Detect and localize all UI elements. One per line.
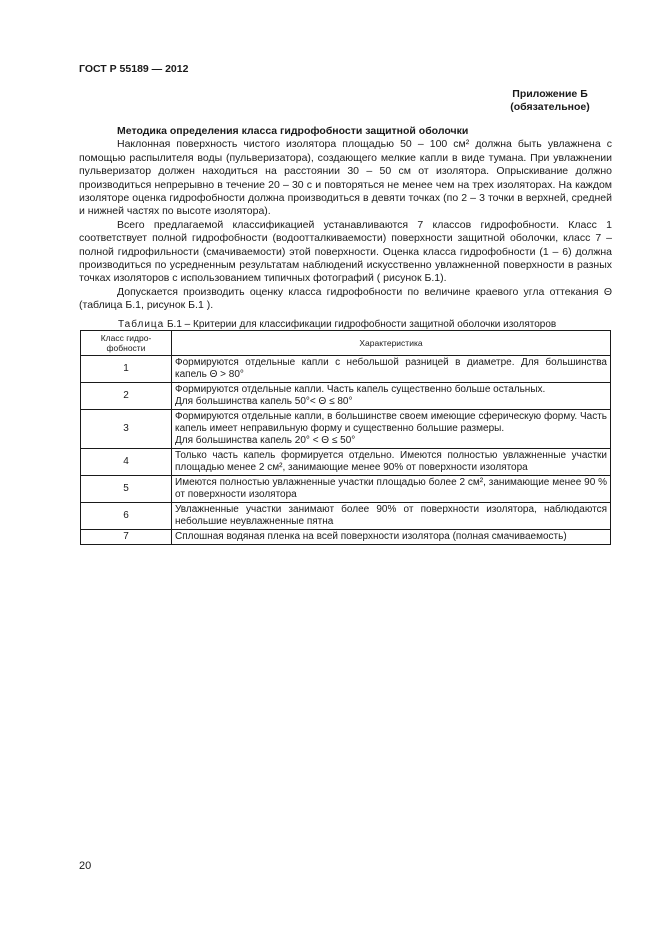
row-class: 1	[81, 356, 172, 383]
table-row	[81, 476, 611, 503]
paragraph-1: Наклонная поверхность чистого изолятора площадью 50 – 100 см² должна быть увлажнена с помощью распылителя воды (пульверизатора), создающего мелкие капли в виде тумана. При увлажнении пульверизатор должен находиться на расстоянии 30 – 50 см от изолятора. Опрыскивание должно производиться непрерывно в течение 20 – 30 с и повторяться не менее чем на трех изоляторах. На каждом изоляторе оценка гидрофобности должна производиться в девяти точках (по 2 – 3 точки в верхней, средней и нижней частях по высоте изолятора).	[79, 138, 612, 218]
row-description	[172, 476, 611, 503]
description-line: Формируются отдельные капли, в большинстве своем имеющие сферическую форму. Часть капель имеет неправильную форму и существенно большие размеры.	[175, 411, 607, 434]
appendix-title: Приложение Б	[512, 88, 588, 100]
row-description	[172, 503, 611, 530]
table-header-row	[81, 331, 611, 356]
appendix-heading	[79, 88, 612, 114]
row-class: 2	[81, 383, 172, 410]
document-code: ГОСТ Р 55189 — 2012	[79, 63, 189, 75]
description-line: Имеются полностью увлажненные участки площадью более 2 см², занимающие менее 90 % от поверхности изолятора	[175, 477, 607, 500]
table-caption	[118, 319, 556, 330]
description-line: Формируются отдельные капли. Часть капель существенно больше остальных.	[175, 384, 546, 395]
table-caption-label: Таблица	[118, 319, 165, 330]
description-line: Для большинства капель 50°< Θ ≤ 80°	[175, 396, 353, 407]
row-class: 7	[81, 530, 172, 545]
table-row	[81, 383, 611, 410]
appendix-status: (обязательное)	[510, 101, 590, 113]
row-class: 3	[81, 410, 172, 449]
table-row	[81, 530, 611, 545]
paragraph-3: Допускается производить оценку класса гидрофобности по величине краевого угла оттекания Θ (таблица Б.1, рисунок Б.1 ).	[79, 285, 612, 312]
table-body	[81, 356, 611, 545]
description-line: Увлажненные участки занимают более 90% от поверхности изолятора, наблюдаются небольшие неувлажненные пятна	[175, 504, 607, 527]
paragraph-2: Всего предлагаемой классификацией устанавливаются 7 классов гидрофобности. Класс 1 соответствует полной гидрофобности (водоотталкиваемости) поверхности защитной оболочки, класс 7 – полной гидрофильности (смачиваемости) этой поверхности. Оценка класса гидрофобности (1 – 6) должна производиться по усредненным результатам наблюдений искусственно увлажненной поверхности в разных точках изоляторов с использованием типичных фотографий ( рисунок Б.1).	[79, 218, 612, 285]
row-description	[172, 383, 611, 410]
header-class: Класс гидро-фобности	[81, 331, 172, 356]
description-line: Формируются отдельные капли с небольшой разницей в диаметре. Для большинства капель Θ > 80°	[175, 357, 607, 380]
description-line: Сплошная водяная пленка на всей поверхности изолятора (полная смачиваемость)	[175, 531, 567, 542]
table-row	[81, 410, 611, 449]
method-section	[79, 125, 612, 313]
header-description: Характеристика	[172, 331, 611, 356]
description-line: Только часть капель формируется отдельно. Имеются полностью увлажненные участки площадью менее 2 см², занимающие менее 90% от поверхности изолятора	[175, 450, 607, 473]
row-class: 4	[81, 449, 172, 476]
page-number: 20	[79, 860, 92, 872]
section-title: Методика определения класса гидрофобности защитной оболочки	[117, 125, 469, 137]
hydrophobicity-table	[80, 330, 611, 545]
row-description	[172, 449, 611, 476]
description-line: Для большинства капель 20° < Θ ≤ 50°	[175, 435, 356, 446]
table-caption-text: Б.1 – Критерии для классификации гидрофобности защитной оболочки изоляторов	[164, 319, 557, 330]
row-description	[172, 356, 611, 383]
row-description	[172, 410, 611, 449]
table-row	[81, 449, 611, 476]
table-row	[81, 503, 611, 530]
row-class: 5	[81, 476, 172, 503]
row-description	[172, 530, 611, 545]
row-class: 6	[81, 503, 172, 530]
table-row	[81, 356, 611, 383]
